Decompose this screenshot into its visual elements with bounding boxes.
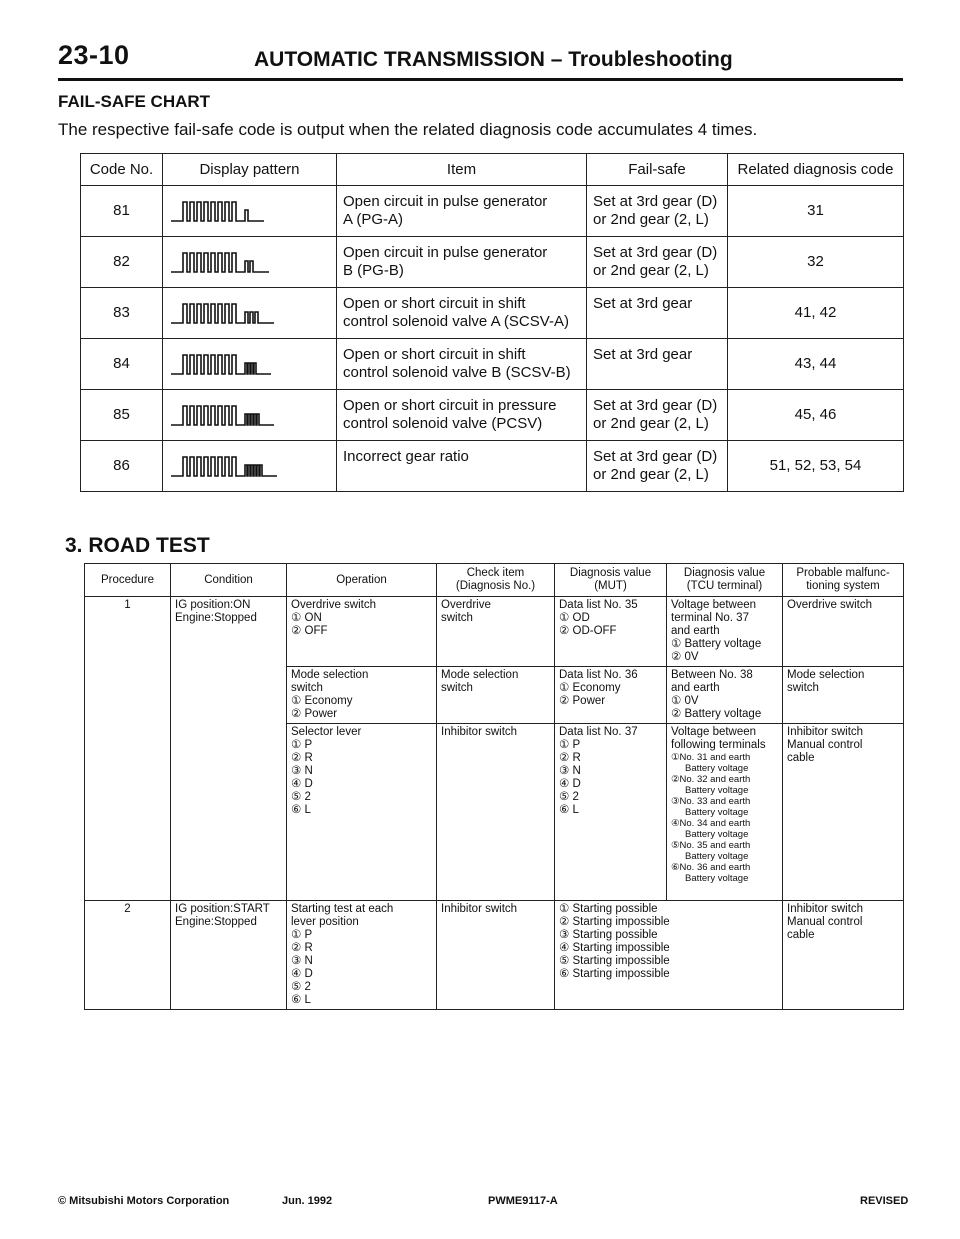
cell-line: Set at 3rd gear (D): [593, 244, 718, 261]
code-number: 82: [81, 237, 163, 288]
cell-line: Battery voltage: [685, 829, 749, 840]
tcu-heading: [671, 726, 778, 752]
cell-line: ② OD-OFF: [559, 625, 617, 637]
cell-line: ① P: [559, 739, 581, 751]
display-pattern-cell: [163, 390, 337, 441]
cell-line: Set at 3rd gear: [593, 346, 693, 363]
tcu-value-cell: [667, 724, 783, 901]
col-related-code: Related diagnosis code: [728, 154, 904, 186]
failsafe-cell: [587, 237, 728, 288]
cell-line: Data list No. 35: [559, 599, 638, 611]
item-cell: [337, 288, 587, 339]
malfunction-cell: [783, 724, 904, 901]
malfunction-cell: [783, 597, 904, 667]
condition-cell: [171, 901, 287, 1010]
cell-line: Data list No. 37: [559, 726, 638, 738]
display-pattern-cell: [163, 288, 337, 339]
malfunction-cell: [783, 901, 904, 1010]
display-pattern-cell: [163, 339, 337, 390]
col-failsafe: Fail-safe: [587, 154, 728, 186]
col-tcu-value: Diagnosis value (TCU terminal): [667, 564, 783, 597]
col-malfunction: Probable malfunc- tioning system: [783, 564, 904, 597]
tcu-value-cell: [667, 667, 783, 724]
col-mut-value: Diagnosis value (MUT): [555, 564, 667, 597]
cell-line: Battery voltage: [685, 763, 749, 774]
page-number: 23-10: [58, 40, 130, 70]
col-display-pattern: Display pattern: [163, 154, 337, 186]
cell-line: ① Economy: [291, 695, 353, 707]
failsafe-row: [81, 339, 904, 390]
cell-line: Set at 3rd gear: [593, 295, 693, 312]
cell-line: A (PG-A): [343, 211, 404, 228]
cell-line: Starting test at each: [291, 903, 394, 915]
pulse-waveform-icon: [169, 451, 309, 481]
cell-line: switch: [291, 682, 323, 694]
related-code: 51, 52, 53, 54: [728, 441, 904, 492]
col-operation: Operation: [287, 564, 437, 597]
cell-line: ⑥ L: [559, 804, 579, 816]
cell-line: Inhibitor switch: [787, 903, 864, 915]
cell-line: Battery voltage: [685, 807, 749, 818]
failsafe-row: [81, 237, 904, 288]
cell-line: ④ D: [291, 968, 313, 980]
cell-line: terminal No. 37: [671, 612, 749, 624]
check-item-cell: [437, 724, 555, 901]
cell-line: IG position:START: [175, 903, 270, 915]
cell-line: ① Battery voltage: [671, 638, 762, 650]
cell-line: Open circuit in pulse generator: [343, 244, 548, 261]
cell-line: [593, 313, 721, 331]
cell-line: ④ Starting impossible: [559, 942, 670, 954]
cell-line: ③ N: [291, 765, 313, 777]
cell-line: Battery voltage: [685, 851, 749, 862]
procedure-number: 2: [85, 901, 171, 1010]
cell-line: cable: [787, 752, 815, 764]
header-rule: [58, 78, 903, 81]
display-pattern-cell: [163, 237, 337, 288]
cell-line: Battery voltage: [685, 873, 749, 884]
road-test-heading: 3. ROAD TEST: [65, 534, 210, 557]
page-header: [58, 40, 903, 76]
cell-line: ① OD: [559, 612, 590, 624]
cell-line: Between No. 38: [671, 669, 753, 681]
pulse-waveform-icon: [169, 196, 309, 226]
cell-line: Battery voltage: [685, 785, 749, 796]
cell-line: or 2nd gear (2, L): [593, 262, 709, 279]
related-code: 31: [728, 186, 904, 237]
failsafe-cell: [587, 390, 728, 441]
cell-line: [593, 364, 721, 382]
mut-value-cell: [555, 597, 667, 667]
cell-line: Voltage between: [671, 599, 757, 611]
table-row: [85, 597, 904, 667]
pulse-waveform-icon: [169, 349, 309, 379]
display-pattern-cell: [163, 441, 337, 492]
cell-line: ①No. 31 and earth: [671, 752, 751, 763]
cell-line: switch: [441, 612, 473, 624]
code-number: 83: [81, 288, 163, 339]
cell-line: Manual control: [787, 739, 863, 751]
cell-line: ① P: [291, 929, 313, 941]
pulse-waveform-icon: [169, 298, 309, 328]
cell-line: control solenoid valve A (SCSV-A): [343, 313, 569, 330]
cell-line: [343, 466, 580, 484]
failsafe-cell: [587, 288, 728, 339]
code-number: 86: [81, 441, 163, 492]
cell-line: ② Battery voltage: [671, 708, 762, 720]
cell-line: ⑤ 2: [291, 791, 311, 803]
related-code: 41, 42: [728, 288, 904, 339]
cell-line: switch: [441, 682, 473, 694]
condition-cell: [171, 597, 287, 901]
failsafe-row: [81, 186, 904, 237]
cell-line: B (PG-B): [343, 262, 404, 279]
failsafe-header-row: [81, 154, 904, 186]
failsafe-heading: FAIL-SAFE CHART: [58, 92, 211, 111]
cell-line: Overdrive switch: [291, 599, 376, 611]
cell-line: ⑤No. 35 and earth: [671, 840, 751, 851]
footer-date: Jun. 1992: [282, 1195, 333, 1207]
cell-line: ③ N: [559, 765, 581, 777]
cell-line: Data list No. 36: [559, 669, 638, 681]
operation-cell: [287, 724, 437, 901]
cell-line: ② R: [291, 942, 313, 954]
cell-line: ② R: [291, 752, 313, 764]
cell-line: ⑤ 2: [291, 981, 311, 993]
cell-line: Manual control: [787, 916, 863, 928]
cell-line: ③ N: [291, 955, 313, 967]
cell-line: control solenoid valve B (SCSV-B): [343, 364, 571, 381]
cell-line: ⑥ L: [291, 804, 311, 816]
diagnosis-value-cell: [555, 901, 783, 1010]
cell-line: Engine:Stopped: [175, 612, 257, 624]
pulse-waveform-icon: [169, 400, 309, 430]
cell-line: ③ Starting possible: [559, 929, 658, 941]
footer-revision-status: REVISED: [860, 1195, 909, 1207]
col-code-no: Code No.: [81, 154, 163, 186]
related-code: 32: [728, 237, 904, 288]
failsafe-table: [80, 153, 904, 492]
check-item-cell: [437, 667, 555, 724]
road-test-table: [84, 563, 904, 1010]
cell-line: ② Starting impossible: [559, 916, 670, 928]
cell-line: Incorrect gear ratio: [343, 448, 469, 465]
cell-line: Overdrive: [441, 599, 491, 611]
failsafe-cell: [587, 186, 728, 237]
cell-line: cable: [787, 929, 815, 941]
cell-line: ① 0V: [671, 695, 699, 707]
item-cell: [337, 237, 587, 288]
malfunction-cell: [783, 667, 904, 724]
cell-line: ⑤ Starting impossible: [559, 955, 670, 967]
col-item: Item: [337, 154, 587, 186]
col-check-item: Check item (Diagnosis No.): [437, 564, 555, 597]
cell-line: Open or short circuit in shift: [343, 346, 526, 363]
tcu-terminal-list: [671, 752, 778, 884]
cell-line: or 2nd gear (2, L): [593, 415, 709, 432]
cell-line: Mode selection: [787, 669, 865, 681]
operation-cell: [287, 597, 437, 667]
cell-line: ③No. 33 and earth: [671, 796, 751, 807]
operation-cell: [287, 667, 437, 724]
col-condition: Condition: [171, 564, 287, 597]
cell-line: Voltage between: [671, 726, 757, 738]
mut-value-cell: [555, 667, 667, 724]
failsafe-row: [81, 441, 904, 492]
procedure-number: 1: [85, 597, 171, 901]
check-item-cell: [437, 597, 555, 667]
footer-copyright: © Mitsubishi Motors Corporation: [58, 1195, 230, 1207]
cell-line: ① Starting possible: [559, 903, 658, 915]
failsafe-row: [81, 390, 904, 441]
cell-line: Overdrive switch: [787, 599, 872, 611]
cell-line: Set at 3rd gear (D): [593, 397, 718, 414]
road-test-header-row: [85, 564, 904, 597]
cell-line: Set at 3rd gear (D): [593, 193, 718, 210]
failsafe-cell: [587, 441, 728, 492]
cell-line: ① ON: [291, 612, 322, 624]
cell-line: ② 0V: [671, 651, 699, 663]
cell-line: and earth: [671, 682, 720, 694]
cell-line: IG position:ON: [175, 599, 251, 611]
cell-line: following terminals: [671, 739, 766, 751]
failsafe-cell: [587, 339, 728, 390]
cell-line: Selector lever: [291, 726, 362, 738]
cell-line: ⑤ 2: [559, 791, 579, 803]
cell-line: ⑥No. 36 and earth: [671, 862, 751, 873]
failsafe-intro: The respective fail-safe code is output when the related diagnosis code accumulates 4 times.: [58, 120, 758, 139]
related-code: 45, 46: [728, 390, 904, 441]
cell-line: lever position: [291, 916, 359, 928]
item-cell: [337, 186, 587, 237]
item-cell: [337, 441, 587, 492]
cell-line: Mode selection: [441, 669, 519, 681]
related-code: 43, 44: [728, 339, 904, 390]
code-number: 85: [81, 390, 163, 441]
cell-line: ⑥ Starting impossible: [559, 968, 670, 980]
cell-line: Inhibitor switch: [787, 726, 864, 738]
page-title: AUTOMATIC TRANSMISSION – Troubleshooting: [254, 48, 733, 71]
cell-line: ②No. 32 and earth: [671, 774, 751, 785]
cell-line: Open circuit in pulse generator: [343, 193, 548, 210]
failsafe-row: [81, 288, 904, 339]
col-procedure: Procedure: [85, 564, 171, 597]
operation-cell: [287, 901, 437, 1010]
pulse-waveform-icon: [169, 247, 309, 277]
cell-line: Inhibitor switch: [441, 726, 518, 738]
code-number: 84: [81, 339, 163, 390]
code-number: 81: [81, 186, 163, 237]
cell-line: switch: [787, 682, 819, 694]
cell-line: Engine:Stopped: [175, 916, 257, 928]
cell-line: Open or short circuit in shift: [343, 295, 526, 312]
cell-line: ② Power: [559, 695, 606, 707]
item-cell: [337, 390, 587, 441]
check-item-cell: [437, 901, 555, 1010]
cell-line: and earth: [671, 625, 720, 637]
cell-line: Open or short circuit in pressure: [343, 397, 557, 414]
cell-line: Set at 3rd gear (D): [593, 448, 718, 465]
cell-line: ② R: [559, 752, 581, 764]
cell-line: ④No. 34 and earth: [671, 818, 751, 829]
mut-value-cell: [555, 724, 667, 901]
cell-line: ② OFF: [291, 625, 328, 637]
cell-line: ④ D: [559, 778, 581, 790]
cell-line: Inhibitor switch: [441, 903, 518, 915]
cell-line: ⑥ L: [291, 994, 311, 1006]
display-pattern-cell: [163, 186, 337, 237]
cell-line: or 2nd gear (2, L): [593, 211, 709, 228]
footer-doc-code: PWME9117-A: [488, 1195, 558, 1207]
item-cell: [337, 339, 587, 390]
cell-line: ② Power: [291, 708, 338, 720]
cell-line: ① Economy: [559, 682, 621, 694]
cell-line: ① P: [291, 739, 313, 751]
cell-line: control solenoid valve (PCSV): [343, 415, 543, 432]
cell-line: Mode selection: [291, 669, 369, 681]
tcu-value-cell: [667, 597, 783, 667]
table-row: [85, 901, 904, 1010]
cell-line: or 2nd gear (2, L): [593, 466, 709, 483]
cell-line: ④ D: [291, 778, 313, 790]
